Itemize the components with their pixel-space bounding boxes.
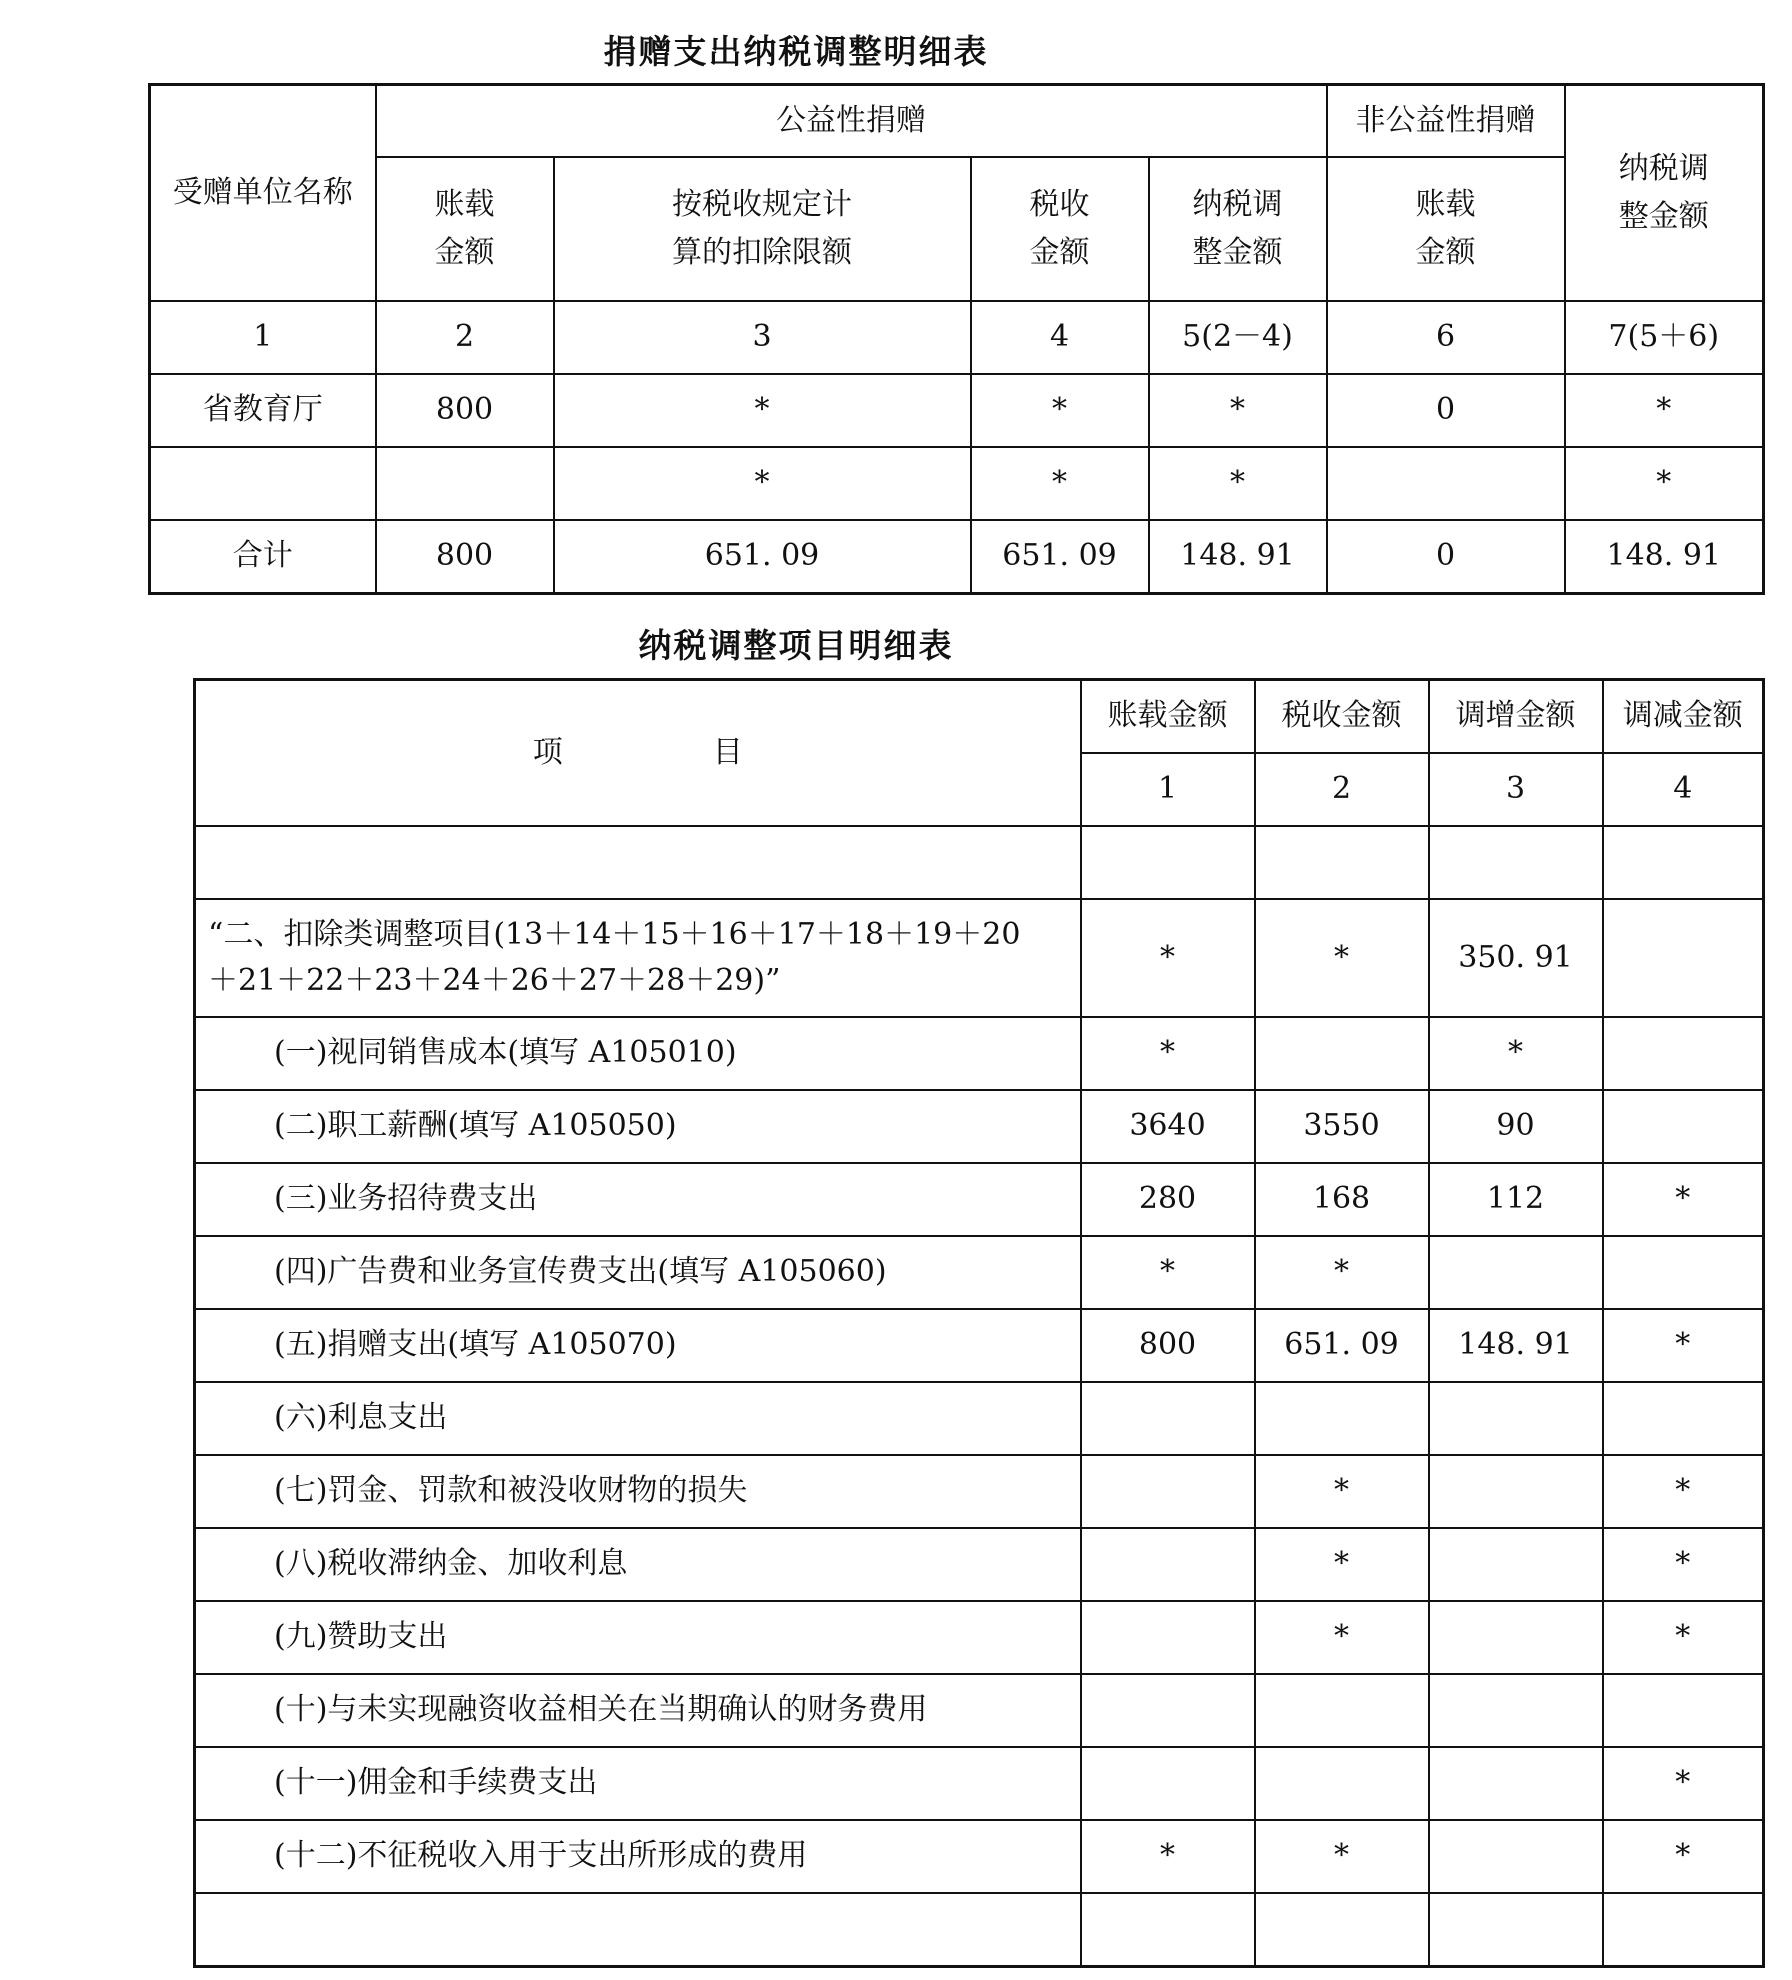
- item-label: (二)职工薪酬(填写 A105050): [195, 1090, 1081, 1163]
- table-cell: *: [554, 374, 971, 447]
- donation-table-title: 捐赠支出纳税调整明细表: [603, 32, 989, 71]
- table-cell: 168: [1255, 1163, 1429, 1236]
- table-cell: 90: [1429, 1090, 1603, 1163]
- table-cell: *: [971, 374, 1149, 447]
- table-cell: *: [1255, 1455, 1429, 1528]
- table-row: [195, 826, 1764, 899]
- table-cell: *: [554, 447, 971, 520]
- table-cell: *: [1255, 1528, 1429, 1601]
- header-item: 项 目: [195, 680, 1081, 827]
- table-row: [195, 1017, 1764, 1090]
- header-recipient: 受赠单位名称: [150, 85, 376, 302]
- table-cell: *: [1255, 1236, 1429, 1309]
- table-cell: 350. 91: [1429, 899, 1603, 1017]
- table-cell: [1255, 826, 1429, 899]
- table-cell: 3640: [1081, 1090, 1255, 1163]
- table-cell: *: [1603, 1455, 1764, 1528]
- table-cell: *: [1081, 1820, 1255, 1893]
- table-cell: *: [1603, 1528, 1764, 1601]
- item-label: (七)罚金、罚款和被没收财物的损失: [195, 1455, 1081, 1528]
- table-cell: 3: [554, 301, 971, 374]
- item-label: (十)与未实现融资收益相关在当期确认的财务费用: [195, 1674, 1081, 1747]
- table-cell: [1255, 1674, 1429, 1747]
- table-row: [150, 301, 1764, 374]
- header-book-amount: 账载金额: [1081, 680, 1255, 754]
- table-row: [195, 1382, 1764, 1455]
- table-cell: *: [1149, 374, 1327, 447]
- table-cell: [1429, 1747, 1603, 1820]
- table-cell: [1603, 1893, 1764, 1967]
- table-cell: 112: [1429, 1163, 1603, 1236]
- table-cell: [195, 826, 1081, 899]
- table-cell: *: [1255, 899, 1429, 1017]
- table-cell: [1603, 1674, 1764, 1747]
- header-nonpublic-book: 账载 金额: [1327, 157, 1565, 301]
- table-cell: [376, 447, 554, 520]
- table-cell: 省教育厅: [150, 374, 376, 447]
- table-cell: 800: [1081, 1309, 1255, 1382]
- table-row: [150, 447, 1764, 520]
- table-cell: 6: [1327, 301, 1565, 374]
- table-cell: 2: [376, 301, 554, 374]
- table-cell: [150, 447, 376, 520]
- table-cell: 148. 91: [1429, 1309, 1603, 1382]
- header-adjust-amount: 纳税调 整金额: [1149, 157, 1327, 301]
- table-cell: [1255, 1017, 1429, 1090]
- table-cell: *: [1603, 1601, 1764, 1674]
- table-cell: 3550: [1255, 1090, 1429, 1163]
- table-cell: [195, 1893, 1081, 1967]
- table-cell: 148. 91: [1565, 520, 1764, 594]
- table-row: [195, 1820, 1764, 1893]
- item-label: (九)赞助支出: [195, 1601, 1081, 1674]
- table-cell: [1081, 1455, 1255, 1528]
- table-row: [195, 1747, 1764, 1820]
- table-cell: [1603, 826, 1764, 899]
- table-cell: [1429, 1601, 1603, 1674]
- header-nonpublic-donation: 非公益性捐赠: [1327, 85, 1565, 158]
- item-label: (五)捐赠支出(填写 A105070): [195, 1309, 1081, 1382]
- table-cell: [1081, 1382, 1255, 1455]
- table-cell: [1081, 1674, 1255, 1747]
- table-row: [195, 1893, 1764, 1967]
- table-cell: 5(2－4): [1149, 301, 1327, 374]
- table-cell: 800: [376, 374, 554, 447]
- table-cell: 0: [1327, 374, 1565, 447]
- table-cell: [1081, 1601, 1255, 1674]
- table-cell: 合计: [150, 520, 376, 594]
- table-cell: [1429, 826, 1603, 899]
- section-label: “二、扣除类调整项目(13＋14＋15＋16＋17＋18＋19＋20 ＋21＋22＋23＋24＋26＋27＋28＋29)”: [195, 899, 1081, 1017]
- table-row: [195, 1674, 1764, 1747]
- table-cell: *: [1603, 1747, 1764, 1820]
- table-cell: *: [1429, 1017, 1603, 1090]
- item-label: (八)税收滞纳金、加收利息: [195, 1528, 1081, 1601]
- table-cell: [1081, 826, 1255, 899]
- table-cell: 7(5＋6): [1565, 301, 1764, 374]
- table-row: [195, 1163, 1764, 1236]
- item-label: (十一)佣金和手续费支出: [195, 1747, 1081, 1820]
- table-cell: 148. 91: [1149, 520, 1327, 594]
- table-cell: 3: [1429, 753, 1603, 826]
- header-tax-amount: 税收 金额: [971, 157, 1149, 301]
- total-row: [150, 520, 1764, 594]
- item-label: (十二)不征税收入用于支出所形成的费用: [195, 1820, 1081, 1893]
- table-cell: 0: [1327, 520, 1565, 594]
- table-row: [195, 1309, 1764, 1382]
- table-cell: [1603, 1090, 1764, 1163]
- table-cell: 1: [150, 301, 376, 374]
- table-cell: *: [1255, 1820, 1429, 1893]
- table-row: [195, 1601, 1764, 1674]
- table-cell: [1429, 1674, 1603, 1747]
- donation-adjustment-table: [148, 83, 1765, 595]
- table-row: [195, 1236, 1764, 1309]
- header-book-amount: 账载 金额: [376, 157, 554, 301]
- table-cell: *: [1255, 1601, 1429, 1674]
- table-cell: [1603, 1382, 1764, 1455]
- item-label: (四)广告费和业务宣传费支出(填写 A105060): [195, 1236, 1081, 1309]
- table-cell: [1603, 1236, 1764, 1309]
- table-cell: *: [971, 447, 1149, 520]
- header-decrease-amount: 调减金额: [1603, 680, 1764, 754]
- table-cell: *: [1149, 447, 1327, 520]
- table-cell: [1081, 1893, 1255, 1967]
- table-cell: [1327, 447, 1565, 520]
- table-cell: [1255, 1747, 1429, 1820]
- tax-adjust-table-title: 纳税调整项目明细表: [638, 626, 954, 665]
- table-row: [195, 1090, 1764, 1163]
- header-increase-amount: 调增金额: [1429, 680, 1603, 754]
- table-cell: 280: [1081, 1163, 1255, 1236]
- table-cell: 651. 09: [1255, 1309, 1429, 1382]
- header-deduct-limit: 按税收规定计 算的扣除限额: [554, 157, 971, 301]
- table-cell: *: [1603, 1820, 1764, 1893]
- table-cell: [1429, 1382, 1603, 1455]
- table-cell: *: [1603, 1163, 1764, 1236]
- table-cell: 651. 09: [971, 520, 1149, 594]
- table-cell: *: [1565, 447, 1764, 520]
- table-cell: 4: [971, 301, 1149, 374]
- table-cell: *: [1081, 1017, 1255, 1090]
- tax-adjustment-items-table: [193, 678, 1765, 1968]
- table-cell: *: [1081, 1236, 1255, 1309]
- table-cell: [1255, 1893, 1429, 1967]
- header-tax-amount: 税收金额: [1255, 680, 1429, 754]
- table-cell: 800: [376, 520, 554, 594]
- item-label: (三)业务招待费支出: [195, 1163, 1081, 1236]
- table-row: [195, 1528, 1764, 1601]
- table-cell: *: [1565, 374, 1764, 447]
- table-cell: 651. 09: [554, 520, 971, 594]
- header-public-donation: 公益性捐赠: [376, 85, 1327, 158]
- table-cell: *: [1081, 899, 1255, 1017]
- table-cell: 2: [1255, 753, 1429, 826]
- item-label: (一)视同销售成本(填写 A105010): [195, 1017, 1081, 1090]
- table-cell: [1429, 1893, 1603, 1967]
- header-total-adjust: 纳税调 整金额: [1565, 85, 1764, 302]
- table-cell: [1429, 1820, 1603, 1893]
- table-cell: [1255, 1382, 1429, 1455]
- item-label: (六)利息支出: [195, 1382, 1081, 1455]
- table-cell: [1429, 1236, 1603, 1309]
- table-cell: [1603, 1017, 1764, 1090]
- table-cell: [1081, 1747, 1255, 1820]
- table-row: [195, 1455, 1764, 1528]
- section-row: [195, 899, 1764, 1017]
- table-row: [150, 374, 1764, 447]
- table-cell: [1603, 899, 1764, 1017]
- items-body: [195, 1017, 1764, 1893]
- table-cell: *: [1603, 1309, 1764, 1382]
- table-cell: [1081, 1528, 1255, 1601]
- table-cell: [1429, 1528, 1603, 1601]
- table-cell: 1: [1081, 753, 1255, 826]
- table-cell: 4: [1603, 753, 1764, 826]
- table-cell: [1429, 1455, 1603, 1528]
